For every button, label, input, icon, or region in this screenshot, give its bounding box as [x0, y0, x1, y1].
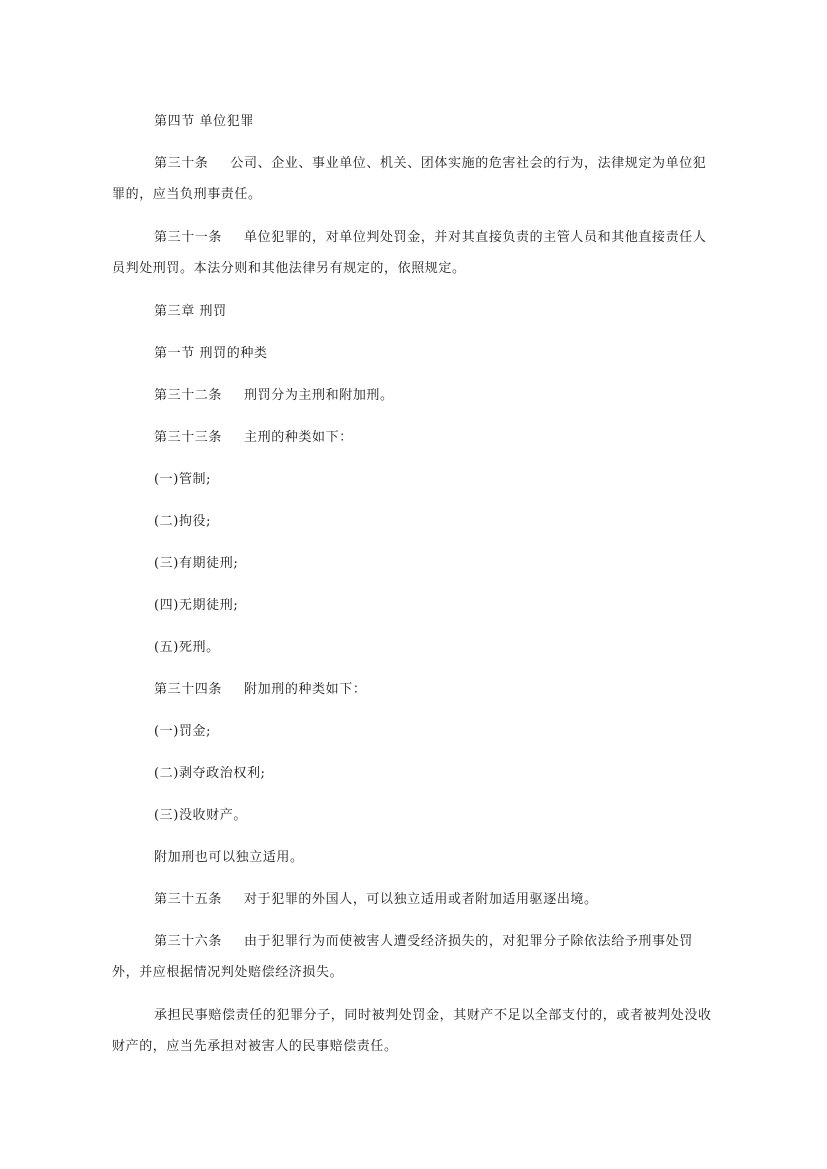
body-paragraph: 附加刑也可以独立适用。 — [154, 850, 304, 865]
section-heading: 第一节 刑罚的种类 — [154, 346, 268, 361]
article-paragraph — [112, 222, 716, 284]
article-number: 第三十一条 — [154, 230, 223, 245]
article-number: 第三十六条 — [154, 934, 223, 949]
list-item: (二)剥夺政治权利; — [154, 766, 266, 781]
article-paragraph — [112, 380, 716, 411]
list-item: (三)没收财产。 — [154, 808, 247, 823]
section-heading: 第四节 单位犯罪 — [154, 114, 254, 129]
article-body: 主刑的种类如下： — [244, 430, 353, 445]
list-item: (四)无期徒刑; — [154, 598, 239, 613]
article-body: 公司、企业、事业单位、机关、团体实施的危害社会的行为，法律规定为单位犯罪的，应当负刑事责任。 — [112, 156, 707, 202]
article-paragraph — [112, 926, 716, 988]
article-number: 第三十三条 — [154, 430, 223, 445]
article-paragraph — [112, 674, 716, 705]
article-body: 由于犯罪行为而使被害人遭受经济损失的，对犯罪分子除依法给予刑事处罚外，并应根据情况判处赔偿经济损失。 — [112, 934, 693, 980]
article-number: 第三十五条 — [154, 892, 223, 907]
article-body: 刑罚分为主刑和附加刑。 — [244, 388, 394, 403]
list-item: (二)拘役; — [154, 514, 212, 529]
list-item: (五)死刑。 — [154, 640, 220, 655]
article-paragraph — [112, 148, 716, 210]
chapter-heading: 第三章 刑罚 — [154, 304, 227, 319]
article-number: 第三十二条 — [154, 388, 223, 403]
list-item: (一)罚金; — [154, 724, 212, 739]
list-item: (一)管制; — [154, 472, 212, 487]
list-item: (三)有期徒刑; — [154, 556, 239, 571]
article-paragraph — [112, 422, 716, 453]
article-body: 附加刑的种类如下： — [244, 682, 367, 697]
article-paragraph — [112, 884, 716, 915]
article-number: 第三十四条 — [154, 682, 223, 697]
body-paragraph: 承担民事赔偿责任的犯罪分子，同时被判处罚金，其财产不足以全部支付的，或者被判处没收财产的，应当先承担对被害人的民事赔偿责任。 — [112, 1008, 712, 1054]
article-body: 单位犯罪的，对单位判处罚金，并对其直接负责的主管人员和其他直接责任人员判处刑罚。本法分则和其他法律另有规定的，依照规定。 — [112, 230, 707, 276]
article-body: 对于犯罪的外国人，可以独立适用或者附加适用驱逐出境。 — [244, 892, 598, 907]
article-number: 第三十条 — [154, 156, 209, 171]
